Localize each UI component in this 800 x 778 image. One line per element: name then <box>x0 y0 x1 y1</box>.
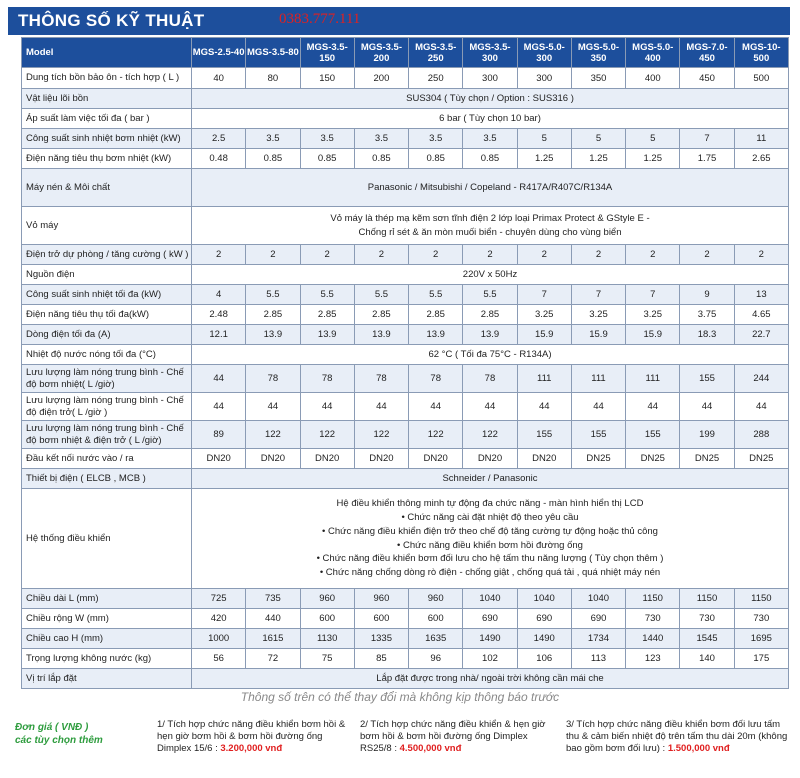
table-cell: 44 <box>517 393 571 421</box>
model-header-cell: MGS-3.5-80 <box>246 38 300 68</box>
table-span-cell <box>192 207 789 245</box>
table-row <box>22 305 789 325</box>
table-cell: 5.5 <box>300 285 354 305</box>
table-cell: 102 <box>463 649 517 669</box>
table-row <box>22 285 789 305</box>
table-row <box>22 149 789 169</box>
table-cell: 3.25 <box>626 305 680 325</box>
table-row <box>22 469 789 489</box>
price-title <box>9 718 113 751</box>
table-cell: DN20 <box>463 449 517 469</box>
table-row <box>22 589 789 609</box>
table-cell: 2 <box>734 245 788 265</box>
table-cell: 106 <box>517 649 571 669</box>
row-label: Vỏ máy <box>22 207 192 245</box>
table-cell: 44 <box>409 393 463 421</box>
table-cell: 244 <box>734 365 788 393</box>
table-cell: 1040 <box>517 589 571 609</box>
table-cell: 89 <box>192 421 246 449</box>
table-cell: 140 <box>680 649 734 669</box>
table-cell: 0.85 <box>463 149 517 169</box>
table-cell: DN20 <box>300 449 354 469</box>
span-line: • Chức năng cài đặt nhiệt độ theo yêu cầu <box>401 511 579 523</box>
table-cell: 122 <box>300 421 354 449</box>
table-cell: 350 <box>571 68 625 89</box>
table-cell: 44 <box>192 393 246 421</box>
table-cell: 960 <box>354 589 408 609</box>
span-line: Chống rỉ sét & ăn mòn muối biển - chuyên dùng cho vùng biển <box>358 226 622 238</box>
table-cell: 3.5 <box>300 129 354 149</box>
table-cell: 2.85 <box>409 305 463 325</box>
table-row <box>22 109 789 129</box>
option-3 <box>566 719 794 755</box>
table-cell: 13.9 <box>463 325 517 345</box>
table-cell: 78 <box>300 365 354 393</box>
row-label: Lưu lượng làm nóng trung bình - Chế độ bơm nhiệt & điện trở ( L /giờ) <box>22 421 192 449</box>
table-cell: 0.85 <box>246 149 300 169</box>
table-cell: 0.85 <box>300 149 354 169</box>
span-line: • Chức năng điều khiển bơm đối lưu cho hệ tấm thu năng lượng ( Tùy chọn thêm ) <box>316 553 664 565</box>
table-cell: 7 <box>680 129 734 149</box>
table-span-cell: Panasonic / Mitsubishi / Copeland - R417A/R407C/R134A <box>192 169 789 207</box>
table-row <box>22 245 789 265</box>
table-cell: 1490 <box>517 629 571 649</box>
table-cell: 111 <box>517 365 571 393</box>
table-cell: DN25 <box>734 449 788 469</box>
table-cell: 155 <box>680 365 734 393</box>
row-label: Lưu lượng làm nóng trung bình - Chế độ điện trở( L /giờ ) <box>22 393 192 421</box>
table-cell: 0.48 <box>192 149 246 169</box>
table-cell: 400 <box>626 68 680 89</box>
table-cell: 56 <box>192 649 246 669</box>
table-cell: 1.25 <box>626 149 680 169</box>
table-cell: 2 <box>571 245 625 265</box>
table-cell: 123 <box>626 649 680 669</box>
table-cell: 725 <box>192 589 246 609</box>
table-cell: DN25 <box>626 449 680 469</box>
table-row <box>22 345 789 365</box>
row-label: Nguồn điện <box>22 265 192 285</box>
table-cell: 75 <box>300 649 354 669</box>
span-line: • Chức năng điều khiển bơm hồi đường ống <box>397 539 583 551</box>
table-cell: 44 <box>571 393 625 421</box>
table-cell: 175 <box>734 649 788 669</box>
row-label: Trọng lượng không nước (kg) <box>22 649 192 669</box>
table-cell: 122 <box>409 421 463 449</box>
row-label: Lưu lượng làm nóng trung bình - Chế độ bơm nhiệt( L /giờ) <box>22 365 192 393</box>
row-label: Dung tích bồn bảo ôn - tích hợp ( L ) <box>22 68 192 89</box>
table-cell: 122 <box>354 421 408 449</box>
table-cell: 85 <box>354 649 408 669</box>
table-cell: 2 <box>517 245 571 265</box>
table-span-cell: 6 bar ( Tùy chọn 10 bar) <box>192 109 789 129</box>
table-cell: 1150 <box>680 589 734 609</box>
table-cell: 11 <box>734 129 788 149</box>
table-cell: 2.85 <box>246 305 300 325</box>
row-label: Đầu kết nối nước vào / ra <box>22 449 192 469</box>
table-cell: 5.5 <box>246 285 300 305</box>
row-label: Chiều rộng W (mm) <box>22 609 192 629</box>
table-cell: 690 <box>517 609 571 629</box>
model-label: Model <box>22 38 192 68</box>
table-cell: 2 <box>354 245 408 265</box>
table-cell: 44 <box>680 393 734 421</box>
table-span-cell: 220V x 50Hz <box>192 265 789 285</box>
table-cell: 1695 <box>734 629 788 649</box>
table-row <box>22 365 789 393</box>
row-label: Dòng điện tối đa (A) <box>22 325 192 345</box>
table-cell: 13.9 <box>300 325 354 345</box>
row-label: Điện năng tiêu thụ tối đa(kW) <box>22 305 192 325</box>
table-cell: 7 <box>571 285 625 305</box>
option-2-price: 4.500,000 vnđ <box>399 742 462 754</box>
table-cell: 600 <box>354 609 408 629</box>
table-cell: 72 <box>246 649 300 669</box>
table-cell: 1040 <box>571 589 625 609</box>
option-3-price: 1.500,000 vnđ <box>667 742 730 754</box>
table-row <box>22 68 789 89</box>
table-cell: 113 <box>571 649 625 669</box>
table-row <box>22 669 789 689</box>
table-cell: 200 <box>354 68 408 89</box>
table-cell: 78 <box>463 365 517 393</box>
table-cell: 40 <box>192 68 246 89</box>
table-cell: 4 <box>192 285 246 305</box>
option-3-text: 3/ Tích hợp chức năng điều khiển bơm đối lưu tấm thu & cảm biến nhiệt độ trên tấm thu dài 20m (không bao gồm bơm đối lưu) : <box>566 719 788 754</box>
table-cell: 1040 <box>463 589 517 609</box>
table-row <box>22 169 789 207</box>
table-cell: 78 <box>246 365 300 393</box>
table-row <box>22 393 789 421</box>
option-1-text: 1/ Tích hợp chức năng điều khiển bơm hồi & hẹn giờ bơm hồi & bơm hồi đường ống Dimplex 15/6 : <box>157 719 346 754</box>
table-cell: 13 <box>734 285 788 305</box>
table-cell: 2.85 <box>300 305 354 325</box>
table-cell: 44 <box>300 393 354 421</box>
table-cell: 78 <box>409 365 463 393</box>
table-cell: 44 <box>246 393 300 421</box>
table-row <box>22 629 789 649</box>
table-cell: 3.5 <box>246 129 300 149</box>
price-title-line1: Đơn giá ( VNĐ ) <box>15 722 89 733</box>
table-cell: DN25 <box>680 449 734 469</box>
table-cell: 7 <box>626 285 680 305</box>
model-header-cell: MGS-3.5-250 <box>409 38 463 68</box>
table-cell: 155 <box>626 421 680 449</box>
disclaimer-note: Thông số trên có thể thay đổi mà không kịp thông báo trước <box>240 690 560 704</box>
table-cell: 111 <box>626 365 680 393</box>
row-label: Hệ thống điều khiển <box>22 489 192 589</box>
table-cell: 15.9 <box>626 325 680 345</box>
model-header-cell: MGS-5.0-350 <box>571 38 625 68</box>
table-cell: 735 <box>246 589 300 609</box>
table-cell: 2.48 <box>192 305 246 325</box>
table-row <box>22 449 789 469</box>
table-cell: 1.25 <box>517 149 571 169</box>
model-header-cell: MGS-3.5-150 <box>300 38 354 68</box>
table-cell: 13.9 <box>409 325 463 345</box>
table-cell: DN20 <box>517 449 571 469</box>
row-label: Thiết bị điện ( ELCB , MCB ) <box>22 469 192 489</box>
table-cell: 44 <box>626 393 680 421</box>
table-cell: 15.9 <box>517 325 571 345</box>
table-cell: 44 <box>734 393 788 421</box>
table-cell: 730 <box>734 609 788 629</box>
table-cell: 122 <box>246 421 300 449</box>
table-span-cell: 62 °C ( Tối đa 75°C - R134A) <box>192 345 789 365</box>
model-header-cell: MGS-3.5-200 <box>354 38 408 68</box>
row-label: Máy nén & Môi chất <box>22 169 192 207</box>
page-title: THÔNG SỐ KỸ THUẬT <box>18 11 205 30</box>
table-cell: 3.75 <box>680 305 734 325</box>
row-label: Công suất sinh nhiệt bơm nhiệt (kW) <box>22 129 192 149</box>
table-cell: 7 <box>517 285 571 305</box>
table-cell: 600 <box>409 609 463 629</box>
table-cell: 730 <box>626 609 680 629</box>
table-cell: 1490 <box>463 629 517 649</box>
table-cell: 0.85 <box>354 149 408 169</box>
table-row <box>22 325 789 345</box>
table-cell: 96 <box>409 649 463 669</box>
table-cell: 300 <box>463 68 517 89</box>
table-cell: 420 <box>192 609 246 629</box>
table-row <box>22 207 789 245</box>
table-cell: 15.9 <box>571 325 625 345</box>
table-cell: 13.9 <box>354 325 408 345</box>
row-label: Điện trở dự phòng / tăng cường ( kW ) <box>22 245 192 265</box>
table-cell: 690 <box>463 609 517 629</box>
table-cell: DN20 <box>354 449 408 469</box>
model-header-cell: MGS-7.0-450 <box>680 38 734 68</box>
table-cell: DN20 <box>246 449 300 469</box>
table-cell: 690 <box>571 609 625 629</box>
table-cell: 2 <box>409 245 463 265</box>
row-label: Chiều dài L (mm) <box>22 589 192 609</box>
table-cell: 1545 <box>680 629 734 649</box>
model-header-row <box>22 38 789 68</box>
table-cell: 2 <box>680 245 734 265</box>
span-line: • Chức năng điều khiển điện trở theo chế độ tăng cường tự động hoặc thủ công <box>322 525 658 537</box>
row-label: Điện năng tiêu thụ bơm nhiệt (kW) <box>22 149 192 169</box>
table-row <box>22 89 789 109</box>
table-cell: 78 <box>354 365 408 393</box>
table-cell: 2 <box>463 245 517 265</box>
table-row <box>22 421 789 449</box>
span-line: Vỏ máy là thép mạ kẽm sơn tĩnh điện 2 lớp loại Primax Protect & GStyle E - <box>330 212 650 224</box>
table-cell: 5.5 <box>463 285 517 305</box>
price-title-line2: các tùy chọn thêm <box>15 734 103 746</box>
table-cell: 1.75 <box>680 149 734 169</box>
table-span-cell <box>192 489 789 589</box>
phone-number: 0383.777.111 <box>279 11 361 27</box>
table-cell: 3.25 <box>517 305 571 325</box>
table-cell: DN20 <box>192 449 246 469</box>
table-cell: DN25 <box>571 449 625 469</box>
table-cell: 2.5 <box>192 129 246 149</box>
table-cell: 5 <box>626 129 680 149</box>
table-cell: 450 <box>680 68 734 89</box>
table-cell: 5.5 <box>354 285 408 305</box>
table-cell: 960 <box>300 589 354 609</box>
table-cell: 9 <box>680 285 734 305</box>
table-cell: 1150 <box>734 589 788 609</box>
table-row <box>22 265 789 285</box>
table-row <box>22 129 789 149</box>
option-1 <box>157 719 357 755</box>
table-cell: 5.5 <box>409 285 463 305</box>
table-cell: 300 <box>517 68 571 89</box>
model-header-cell: MGS-5.0-300 <box>517 38 571 68</box>
row-label: Áp suất làm việc tối đa ( bar ) <box>22 109 192 129</box>
table-cell: 3.5 <box>354 129 408 149</box>
table-cell: 250 <box>409 68 463 89</box>
model-header-cell: MGS-3.5-300 <box>463 38 517 68</box>
table-cell: 960 <box>409 589 463 609</box>
table-span-cell: Schneider / Panasonic <box>192 469 789 489</box>
table-cell: 2 <box>192 245 246 265</box>
model-header-cell: MGS-2.5-40 <box>192 38 246 68</box>
model-header-cell: MGS-10-500 <box>734 38 788 68</box>
table-cell: 13.9 <box>246 325 300 345</box>
table-span-cell: SUS304 ( Tùy chọn / Option : SUS316 ) <box>192 89 789 109</box>
table-cell: 2.85 <box>463 305 517 325</box>
table-cell: 12.1 <box>192 325 246 345</box>
row-label: Vị trí lắp đặt <box>22 669 192 689</box>
option-2-text: 2/ Tích hợp chức năng điều khiển & hẹn giờ bơm hồi & bơm hồi đường ống Dimplex RS25/8 : <box>360 719 546 754</box>
table-cell: 600 <box>300 609 354 629</box>
table-cell: 1130 <box>300 629 354 649</box>
table-cell: 122 <box>463 421 517 449</box>
table-span-cell: Lắp đặt được trong nhà/ ngoài trời không cần mái che <box>192 669 789 689</box>
table-cell: 440 <box>246 609 300 629</box>
table-cell: 1335 <box>354 629 408 649</box>
table-cell: 80 <box>246 68 300 89</box>
table-row <box>22 649 789 669</box>
table-cell: 3.5 <box>409 129 463 149</box>
table-cell: 1000 <box>192 629 246 649</box>
table-cell: 500 <box>734 68 788 89</box>
table-cell: 5 <box>571 129 625 149</box>
table-cell: 44 <box>463 393 517 421</box>
table-cell: 1615 <box>246 629 300 649</box>
table-cell: 44 <box>354 393 408 421</box>
table-cell: 3.5 <box>463 129 517 149</box>
table-cell: 2.65 <box>734 149 788 169</box>
table-cell: 155 <box>517 421 571 449</box>
table-cell: 1440 <box>626 629 680 649</box>
table-cell: 150 <box>300 68 354 89</box>
option-1-price: 3.200,000 vnđ <box>220 742 283 754</box>
table-cell: 1635 <box>409 629 463 649</box>
table-row <box>22 489 789 589</box>
option-2 <box>360 719 560 755</box>
table-cell: 1150 <box>626 589 680 609</box>
table-cell: 2.85 <box>354 305 408 325</box>
table-cell: 18.3 <box>680 325 734 345</box>
table-row <box>22 609 789 629</box>
table-cell: 4.65 <box>734 305 788 325</box>
table-cell: 1734 <box>571 629 625 649</box>
table-cell: 288 <box>734 421 788 449</box>
table-cell: 0.85 <box>409 149 463 169</box>
table-cell: 3.25 <box>571 305 625 325</box>
table-cell: 1.25 <box>571 149 625 169</box>
table-cell: DN20 <box>409 449 463 469</box>
table-cell: 2 <box>300 245 354 265</box>
table-cell: 2 <box>246 245 300 265</box>
table-cell: 155 <box>571 421 625 449</box>
table-cell: 5 <box>517 129 571 149</box>
row-label: Vật liệu lõi bồn <box>22 89 192 109</box>
table-cell: 44 <box>192 365 246 393</box>
table-cell: 22.7 <box>734 325 788 345</box>
table-cell: 730 <box>680 609 734 629</box>
table-cell: 111 <box>571 365 625 393</box>
row-label: Chiều cao H (mm) <box>22 629 192 649</box>
header-bar <box>8 7 790 35</box>
row-label: Nhiệt độ nước nóng tối đa (°C) <box>22 345 192 365</box>
row-label: Công suất sinh nhiệt tối đa (kW) <box>22 285 192 305</box>
span-line: • Chức năng chống dòng rò điện - chống giật , chống quá tải , quá nhiệt máy nén <box>319 567 661 579</box>
span-line: Hệ điều khiển thông minh tự động đa chức năng - màn hình hiển thị LCD <box>336 498 644 510</box>
spec-table <box>21 37 789 689</box>
model-header-cell: MGS-5.0-400 <box>626 38 680 68</box>
table-cell: 199 <box>680 421 734 449</box>
table-cell: 2 <box>626 245 680 265</box>
